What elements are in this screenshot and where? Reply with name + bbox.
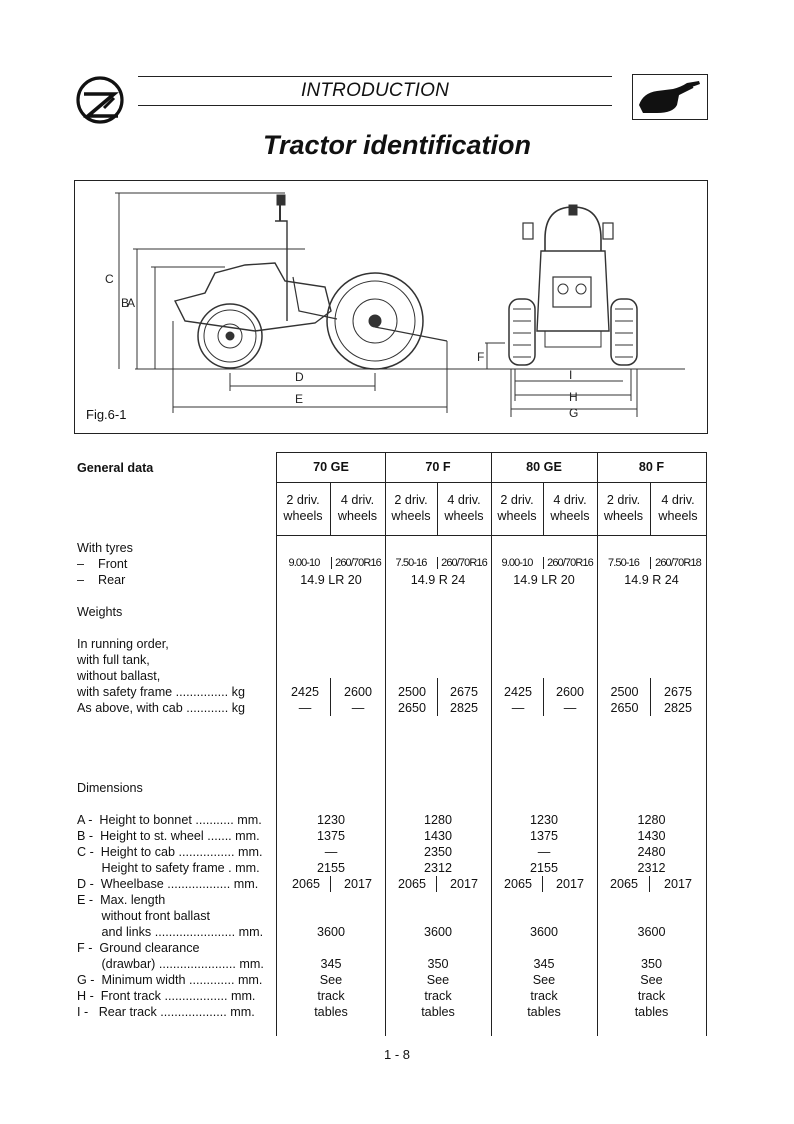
dim-b-value: 1375: [529, 829, 559, 843]
dim-d-4wd-value: 2017: [555, 877, 585, 891]
weights-label: Weights: [77, 605, 123, 619]
weight-frame-4wd: 2600: [555, 685, 585, 699]
page-title: Tractor identification: [262, 130, 532, 160]
dim-letter-E: E: [295, 392, 304, 406]
dim-f-value: 350: [640, 957, 662, 971]
header-rule-top: [138, 76, 612, 77]
front-tyre-4wd: 260/70R16: [441, 557, 487, 569]
dim-h-value: track: [530, 989, 558, 1003]
weight-cab-2wd: —: [511, 701, 525, 715]
dim-letter-F: F: [477, 350, 485, 364]
tractor-figure: [74, 180, 708, 434]
model-header-80ge: 80 GE: [526, 460, 562, 474]
front-tyre-4wd: 260/70R18: [655, 557, 701, 569]
weight-cab-4wd: —: [563, 701, 577, 715]
dim-c-value: —: [324, 845, 338, 859]
dim-g-value: See: [532, 973, 556, 987]
dim-d-4wd-value: 2017: [449, 877, 479, 891]
d-separator: [330, 876, 331, 892]
dim-d-2wd-value: 2065: [503, 877, 533, 891]
model-header-80f: 80 F: [638, 460, 665, 474]
dim-b-value: 1430: [423, 829, 453, 843]
dim-d-4wd-value: 2017: [663, 877, 693, 891]
dim-i-value: tables: [634, 1005, 669, 1019]
cab-weight-label: As above, with cab ............ kg: [77, 701, 245, 715]
dim-d-4wd-value: 2017: [343, 877, 373, 891]
model-header-70ge: 70 GE: [313, 460, 349, 474]
drive-2wd-label: 2 driv. wheels: [391, 493, 431, 523]
col-border-2: [491, 452, 492, 1036]
dim-a-value: 1230: [316, 813, 346, 827]
dim-c-frame-value: 2155: [529, 861, 559, 875]
dim-h-value: track: [637, 989, 666, 1003]
weight-frame-4wd: 2675: [449, 685, 479, 699]
dim-a-value: 1230: [529, 813, 559, 827]
weight-frame-4wd: 2675: [663, 685, 693, 699]
dim-label-a: A - Height to bonnet ........... mm.: [77, 813, 262, 827]
dim-letter-C: C: [105, 272, 114, 286]
weight-frame-2wd: 2500: [610, 685, 639, 699]
dim-h-value: track: [424, 989, 452, 1003]
dim-c-frame-value: 2312: [637, 861, 666, 875]
dim-label-c: C - Height to cab ................ mm.: [77, 845, 263, 859]
with-tyres-label: With tyres: [77, 541, 133, 555]
dim-label-i: I - Rear track ................... mm.: [77, 1005, 255, 1019]
rear-tyre-value: 14.9 LR 20: [513, 573, 575, 587]
drive-2wd-label: 2 driv. wheels: [497, 493, 537, 523]
drive-4wd-label: 4 driv. wheels: [444, 493, 484, 523]
col-border-4: [706, 452, 707, 1036]
dim-label-d: D - Wheelbase .................. mm.: [77, 877, 259, 891]
dim-e-value: 3600: [637, 925, 666, 939]
dim-c-frame-value: 2155: [316, 861, 346, 875]
dim-i-value: tables: [314, 1005, 348, 1019]
dim-g-value: See: [640, 973, 663, 987]
dim-c-frame-value: 2312: [423, 861, 453, 875]
tyre-separator: [437, 557, 438, 569]
dim-f-value: 345: [320, 957, 342, 971]
hand-pointer-icon: [632, 74, 708, 120]
dim-d-2wd-value: 2065: [397, 877, 427, 891]
dim-i-value: tables: [421, 1005, 455, 1019]
dim-label-h: H - Front track .................. mm.: [77, 989, 256, 1003]
running-order-label: In running order, with full tank, without ballast,: [77, 637, 169, 683]
dim-letter-D: D: [295, 370, 304, 384]
dim-letter-H: H: [569, 390, 578, 404]
dim-letter-G: G: [569, 406, 579, 420]
drive-4wd-label: 4 driv. wheels: [550, 493, 590, 523]
weight-cab-2wd: —: [298, 701, 312, 715]
section-title: INTRODUCTION: [300, 80, 450, 101]
front-tyre-2wd: 7.50-16: [395, 557, 427, 569]
dim-label-c-frame: Height to safety frame . mm.: [77, 861, 260, 875]
dim-b-value: 1430: [637, 829, 666, 843]
dim-g-value: See: [319, 973, 343, 987]
dim-letter-B: B: [121, 296, 130, 310]
front-tyre-4wd: 260/70R16: [335, 557, 381, 569]
dim-letter-A: A: [127, 296, 136, 310]
weight-cab-4wd: 2825: [663, 701, 693, 715]
front-tyre-2wd: 7.50-16: [607, 557, 639, 569]
header-rule-bottom: [138, 105, 612, 106]
front-tyre-4wd: 260/70R16: [547, 557, 593, 569]
page-number: 1 - 8: [383, 1047, 410, 1062]
dim-c-value: —: [537, 845, 551, 859]
drive-4wd-label: 4 driv. wheels: [658, 493, 698, 523]
general-data-label: General data: [77, 461, 154, 475]
tyre-separator: [331, 557, 332, 569]
brand-logo-icon: [74, 74, 126, 126]
weight-frame-4wd: 2600: [343, 685, 373, 699]
dim-a-value: 1280: [423, 813, 453, 827]
dim-c-value: 2480: [637, 845, 666, 859]
d-separator: [542, 876, 543, 892]
dim-label-b: B - Height to st. wheel ....... mm.: [77, 829, 260, 843]
dim-e-value: 3600: [316, 925, 346, 939]
front-tyre-2wd: 9.00-10: [288, 557, 320, 569]
dim-e-value: 3600: [529, 925, 559, 939]
dim-letter-I: I: [569, 368, 573, 382]
dim-d-2wd-value: 2065: [609, 877, 639, 891]
rear-tyre-label: – Rear: [77, 573, 126, 587]
col-border-1: [385, 452, 386, 1036]
weight-frame-2wd: 2425: [290, 685, 320, 699]
safety-frame-weight-label: with safety frame ............... kg: [77, 685, 245, 699]
dim-d-2wd-value: 2065: [291, 877, 321, 891]
rear-tyre-value: 14.9 R 24: [410, 573, 466, 587]
d-separator: [436, 876, 437, 892]
dim-label-g: G - Minimum width ............. mm.: [77, 973, 263, 987]
dim-f-value: 345: [533, 957, 555, 971]
dim-e-value: 3600: [423, 925, 453, 939]
weight-cab-2wd: 2650: [610, 701, 639, 715]
weight-cab-2wd: 2650: [397, 701, 427, 715]
model-header-70f: 70 F: [425, 460, 451, 474]
col-border-3: [597, 452, 598, 1036]
tyre-separator: [543, 557, 544, 569]
dim-g-value: See: [426, 973, 450, 987]
dim-label-e-2: without front ballast: [77, 909, 210, 923]
drive-2wd-label: 2 driv. wheels: [603, 493, 644, 523]
col-border-0: [276, 452, 277, 1036]
weight-frame-2wd: 2500: [397, 685, 427, 699]
front-tyre-2wd: 9.00-10: [501, 557, 533, 569]
dim-c-value: 2350: [423, 845, 453, 859]
dim-f-value: 350: [427, 957, 449, 971]
dim-a-value: 1280: [637, 813, 666, 827]
dim-label-f-2: (drawbar) ...................... mm.: [77, 957, 264, 971]
tyre-separator: [650, 557, 651, 569]
drive-2wd-label: 2 driv. wheels: [283, 493, 323, 523]
rear-tyre-value: 14.9 R 24: [624, 573, 679, 587]
rear-tyre-value: 14.9 LR 20: [300, 573, 362, 587]
weight-frame-2wd: 2425: [503, 685, 533, 699]
weight-cab-4wd: —: [351, 701, 365, 715]
drive-4wd-label: 4 driv. wheels: [337, 493, 378, 523]
front-tyre-label: – Front: [77, 557, 128, 571]
dim-label-e: E - Max. length: [77, 893, 166, 907]
dim-b-value: 1375: [316, 829, 346, 843]
figure-caption: Fig.6-1: [86, 407, 127, 422]
dim-label-f: F - Ground clearance: [77, 941, 200, 955]
dim-h-value: track: [317, 989, 345, 1003]
tractor-drawing: [75, 181, 707, 433]
dimensions-label: Dimensions: [77, 781, 143, 795]
d-separator: [649, 876, 650, 892]
weight-cab-4wd: 2825: [449, 701, 479, 715]
dim-i-value: tables: [527, 1005, 561, 1019]
dim-label-e-3: and links ....................... mm.: [77, 925, 264, 939]
